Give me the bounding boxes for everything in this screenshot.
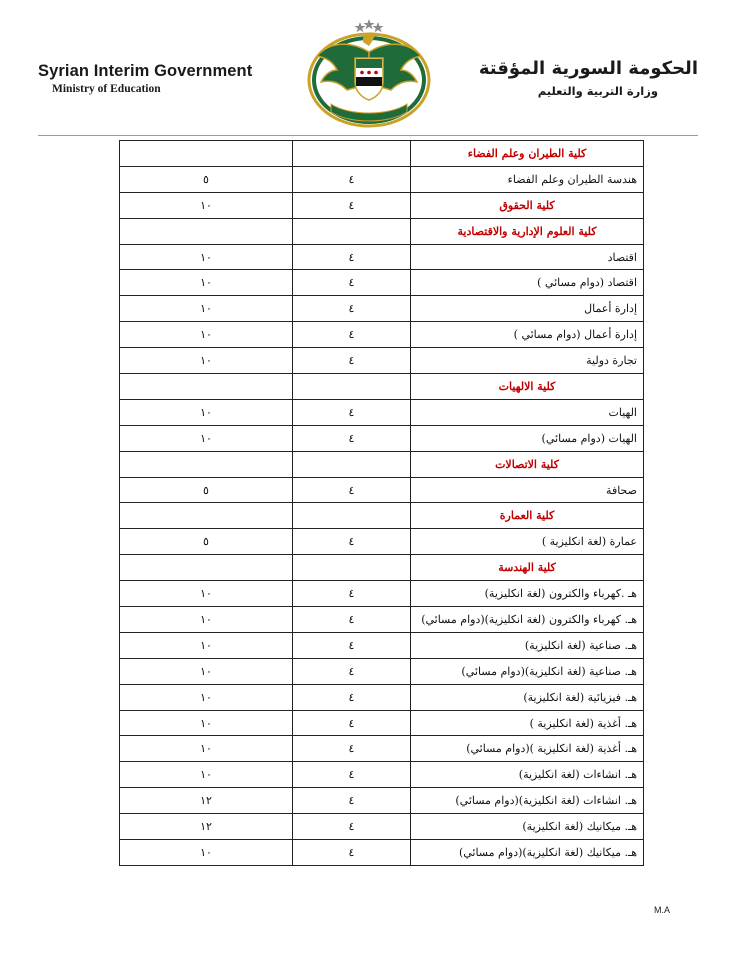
study-years-cell: ٤ [293, 322, 411, 348]
program-row [120, 244, 644, 270]
study-years-cell [293, 218, 411, 244]
program-name-cell: عمارة (لغة انكليزية ) [411, 529, 644, 555]
header-divider [38, 135, 698, 136]
seats-cell: ١٠ [120, 632, 293, 658]
program-row [120, 348, 644, 374]
programs-table-body [120, 141, 644, 866]
faculty-row [120, 141, 644, 167]
ministry-name-en: Ministry of Education [52, 83, 161, 95]
seats-cell [120, 374, 293, 400]
program-row [120, 425, 644, 451]
program-row [120, 736, 644, 762]
program-name-cell: هـ. فيزيائية (لغة انكليزية) [411, 684, 644, 710]
program-row [120, 684, 644, 710]
study-years-cell: ٤ [293, 529, 411, 555]
seats-cell: ١٠ [120, 348, 293, 374]
faculty-name-cell: كلية الهندسة [411, 555, 644, 581]
program-name-cell: هـ. ميكانيك (لغة انكليزية)(دوام مسائي) [411, 840, 644, 866]
program-name-cell: هندسة الطيران وعلم الفضاء [411, 166, 644, 192]
seats-cell: ١٢ [120, 814, 293, 840]
faculty-row [120, 503, 644, 529]
program-name-cell: هـ .كهرباء والكترون (لغة انكليزية) [411, 581, 644, 607]
study-years-cell: ٤ [293, 477, 411, 503]
program-row [120, 762, 644, 788]
study-years-cell: ٤ [293, 270, 411, 296]
faculty-name-cell: كلية العلوم الإدارية والاقتصادية [411, 218, 644, 244]
seats-cell: ١٠ [120, 762, 293, 788]
study-years-cell: ٤ [293, 684, 411, 710]
program-name-cell: إدارة أعمال [411, 296, 644, 322]
ministry-name-ar: وزارة التربية والتعليم [537, 84, 658, 98]
study-years-cell [293, 451, 411, 477]
seats-cell: ٥ [120, 166, 293, 192]
seats-cell: ١٠ [120, 684, 293, 710]
program-row [120, 166, 644, 192]
seats-cell: ١٠ [120, 581, 293, 607]
faculty-row [120, 374, 644, 400]
seats-cell: ٥ [120, 477, 293, 503]
program-row [120, 529, 644, 555]
program-name-cell: اقتصاد (دوام مسائي ) [411, 270, 644, 296]
study-years-cell: ٤ [293, 192, 411, 218]
letterhead [0, 0, 742, 138]
study-years-cell: ٤ [293, 814, 411, 840]
study-years-cell [293, 374, 411, 400]
program-row [120, 632, 644, 658]
study-years-cell: ٤ [293, 607, 411, 633]
faculty-row [120, 451, 644, 477]
seats-cell: ١٠ [120, 658, 293, 684]
program-row [120, 710, 644, 736]
program-name-cell: صحافة [411, 477, 644, 503]
study-years-cell: ٤ [293, 788, 411, 814]
study-years-cell: ٤ [293, 399, 411, 425]
seats-cell: ١٠ [120, 296, 293, 322]
faculty-name-cell: كلية الطيران وعلم الفضاء [411, 141, 644, 167]
author-initials: M.A [654, 905, 671, 915]
program-name-cell: إدارة أعمال (دوام مسائي ) [411, 322, 644, 348]
program-row [120, 658, 644, 684]
program-row [120, 581, 644, 607]
seats-cell [120, 141, 293, 167]
program-row [120, 840, 644, 866]
study-years-cell: ٤ [293, 244, 411, 270]
seats-cell: ١٠ [120, 322, 293, 348]
program-row [120, 322, 644, 348]
seats-cell: ١٠ [120, 425, 293, 451]
seats-cell: ١٠ [120, 840, 293, 866]
seats-cell [120, 503, 293, 529]
seats-cell: ١٠ [120, 270, 293, 296]
program-row [120, 814, 644, 840]
study-years-cell: ٤ [293, 425, 411, 451]
study-years-cell: ٤ [293, 840, 411, 866]
program-name-cell: هـ. انشاءات (لغة انكليزية)(دوام مسائي) [411, 788, 644, 814]
program-row [120, 296, 644, 322]
seats-cell: ١٠ [120, 399, 293, 425]
study-years-cell: ٤ [293, 296, 411, 322]
program-name-cell: هـ. أغذية (لغة انكليزية ) [411, 710, 644, 736]
program-name-cell: هـ. صناعية (لغة انكليزية)(دوام مسائي) [411, 658, 644, 684]
government-name-ar: الحكومة السورية المؤقتة [478, 58, 698, 79]
program-name-cell: الهيات [411, 399, 644, 425]
program-name-cell: هـ. انشاءات (لغة انكليزية) [411, 762, 644, 788]
program-name-cell: تجارة دولية [411, 348, 644, 374]
faculty-row [120, 555, 644, 581]
program-row [120, 270, 644, 296]
seats-cell: ١٠ [120, 192, 293, 218]
study-years-cell: ٤ [293, 581, 411, 607]
seats-cell: ١٠ [120, 736, 293, 762]
seats-cell [120, 218, 293, 244]
eagle-emblem-logo [303, 12, 435, 130]
program-row [120, 399, 644, 425]
program-row [120, 788, 644, 814]
seats-cell: ١٠ [120, 710, 293, 736]
study-years-cell: ٤ [293, 658, 411, 684]
seats-cell [120, 555, 293, 581]
programs-table [119, 140, 644, 866]
program-row [120, 477, 644, 503]
study-years-cell: ٤ [293, 736, 411, 762]
program-name-cell: هـ. كهرباء والكترون (لغة انكليزية)(دوام مسائي) [411, 607, 644, 633]
seats-cell: ١٢ [120, 788, 293, 814]
seats-cell: ٥ [120, 529, 293, 555]
seats-cell [120, 451, 293, 477]
study-years-cell: ٤ [293, 632, 411, 658]
program-row [120, 607, 644, 633]
government-name-en: Syrian Interim Government [38, 62, 253, 80]
program-name-cell: اقتصاد [411, 244, 644, 270]
faculty-row [120, 218, 644, 244]
study-years-cell [293, 503, 411, 529]
program-name-cell: هـ. أغذية (لغة انكليزية )(دوام مسائي) [411, 736, 644, 762]
faculty-name-cell: كلية الالهيات [411, 374, 644, 400]
program-name-cell: هـ. ميكانيك (لغة انكليزية) [411, 814, 644, 840]
program-name-cell: الهيات (دوام مسائي) [411, 425, 644, 451]
study-years-cell: ٤ [293, 710, 411, 736]
faculty-name-cell: كلية الاتصالات [411, 451, 644, 477]
faculty-name-cell: كلية الحقوق [411, 192, 644, 218]
study-years-cell: ٤ [293, 166, 411, 192]
faculty-row [120, 192, 644, 218]
faculty-name-cell: كلية العمارة [411, 503, 644, 529]
study-years-cell: ٤ [293, 762, 411, 788]
study-years-cell [293, 555, 411, 581]
seats-cell: ١٠ [120, 244, 293, 270]
study-years-cell [293, 141, 411, 167]
program-name-cell: هـ. صناعية (لغة انكليزية) [411, 632, 644, 658]
study-years-cell: ٤ [293, 348, 411, 374]
seats-cell: ١٠ [120, 607, 293, 633]
